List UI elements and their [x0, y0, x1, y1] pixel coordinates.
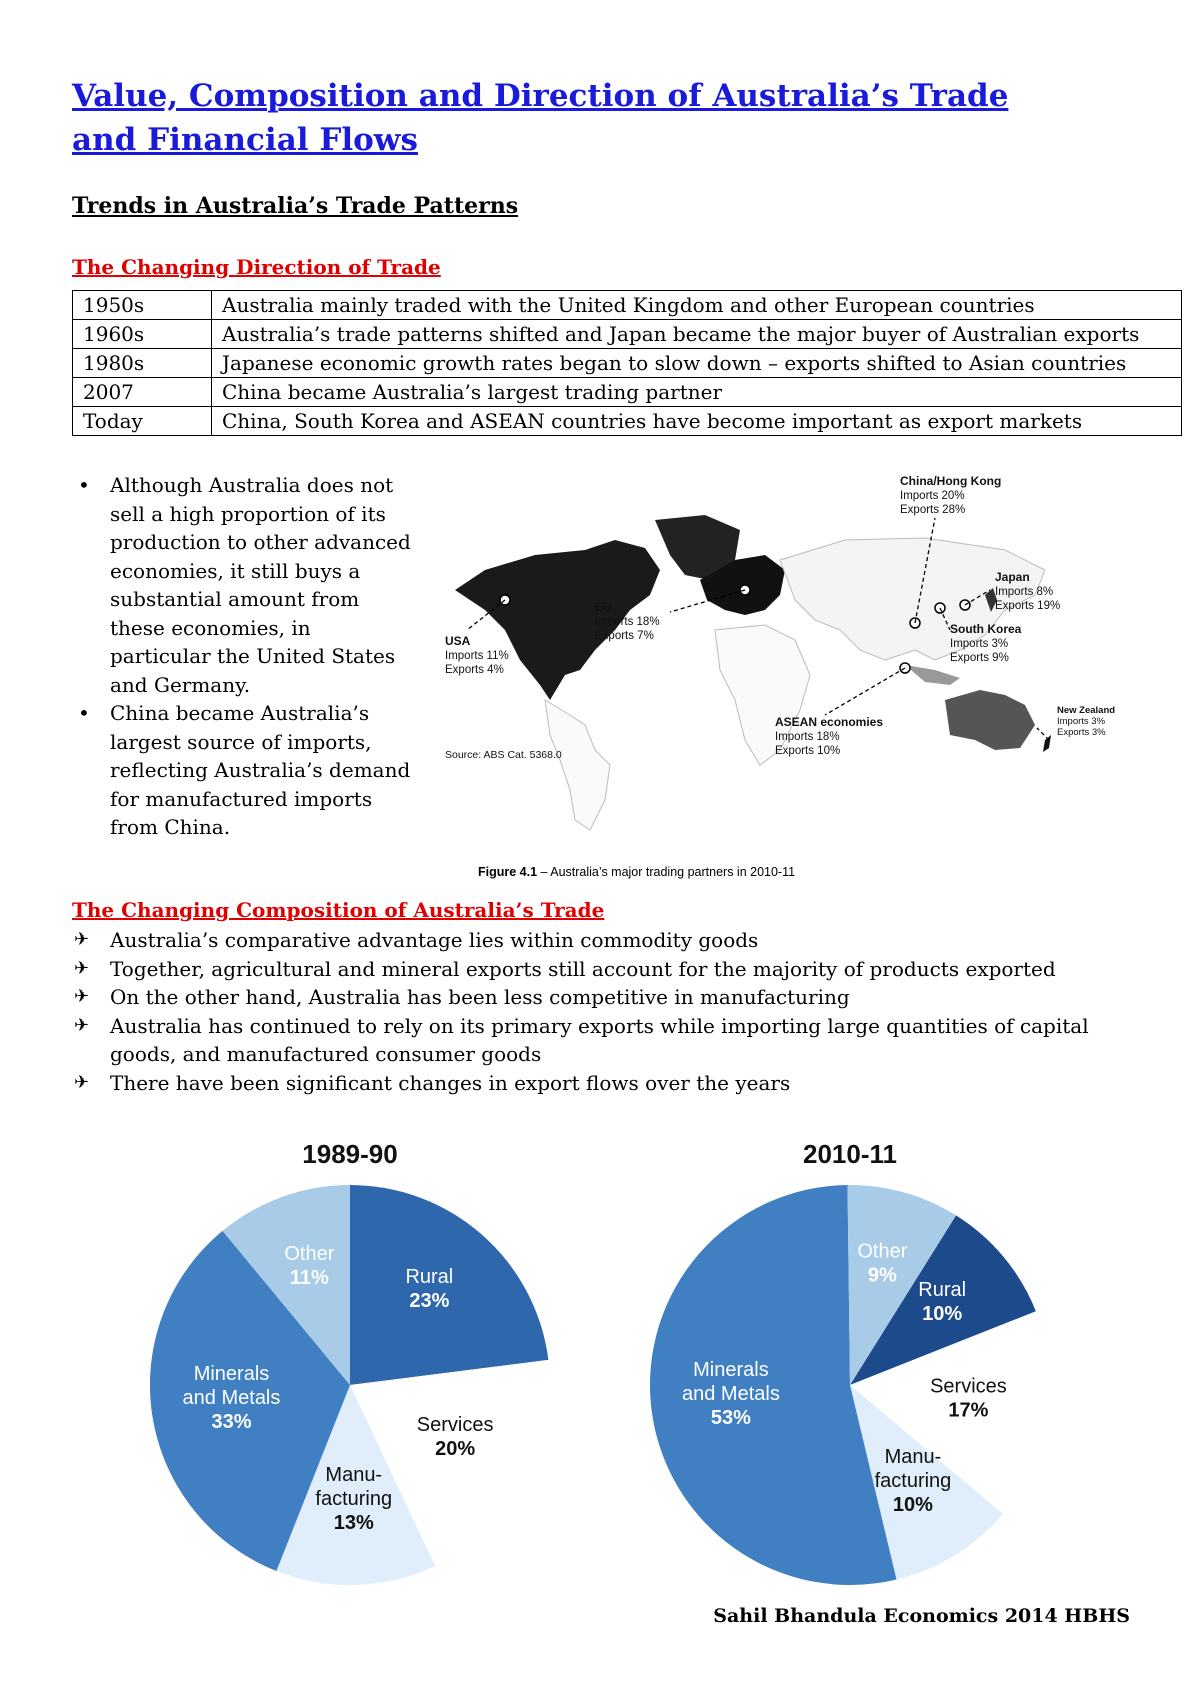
- description-cell: Australia mainly traded with the United Kingdom and other European countries: [212, 291, 1182, 320]
- south-america-shape: [545, 700, 610, 830]
- chart-2010-label-other: Other 9%: [857, 1240, 908, 1287]
- period-cell: Today: [73, 407, 212, 436]
- description-cell: China became Australia’s largest trading partner: [212, 378, 1182, 407]
- description-cell: Australia’s trade patterns shifted and Japan became the major buyer of Australian exports: [212, 320, 1182, 349]
- period-cell: 1980s: [73, 349, 212, 378]
- airplane-icon: ✈: [74, 986, 90, 1007]
- chart-1989-label-manu-facturing: Manu-facturing 13%: [315, 1463, 393, 1534]
- table-row: [73, 407, 1182, 436]
- chart-1989-label-rural: Rural 23%: [405, 1265, 454, 1312]
- period-cell: 1950s: [73, 291, 212, 320]
- china-label: China/Hong Kong Imports 20% Exports 28%: [900, 474, 1002, 516]
- nz-leader-line: [1037, 728, 1049, 740]
- asean-label: ASEAN economies Imports 18% Exports 10%: [775, 715, 884, 757]
- map-source: Source: ABS Cat. 5368.0: [445, 749, 562, 761]
- direction-heading: The Changing Direction of Trade: [72, 255, 441, 279]
- description-cell: Japanese economic growth rates began to slow down – exports shifted to Asian countries: [212, 349, 1182, 378]
- export-composition-charts: [120, 1135, 1080, 1595]
- australia-shape: [945, 690, 1035, 750]
- chart-1989-label-services: Services 20%: [416, 1413, 494, 1460]
- usa-label: USA Imports 11% Exports 4%: [445, 634, 509, 676]
- new-zealand-label: New Zealand Imports 3% Exports 3%: [1057, 705, 1116, 738]
- chart-1989-title: 1989-90: [302, 1139, 398, 1169]
- chart-1989-label-other: Other 11%: [284, 1243, 335, 1290]
- chart-1989-label-minerals-and-metals: Minerals and Metals 33%: [182, 1362, 281, 1433]
- trading-partners-map: [445, 474, 1165, 840]
- list-item: ✈ Australia has continued to rely on its primary exports while importing large quantities of capital goods, and manufactured consumer goods: [74, 1013, 1089, 1066]
- composition-list: [72, 926, 1152, 1097]
- list-item: ✈ There have been significant changes in export flows over the years: [72, 1069, 1152, 1098]
- footer-credit: Sahil Bhandula Economics 2014 HBHS: [713, 1605, 1130, 1627]
- chart-2010-title: 2010-11: [803, 1139, 897, 1169]
- map-caption: Figure 4.1 – Australia’s major trading partners in 2010-11: [478, 865, 796, 879]
- chart-2010-label-minerals-and-metals: Minerals and Metals 53%: [681, 1358, 780, 1429]
- table-row: [73, 320, 1182, 349]
- trends-heading: Trends in Australia’s Trade Patterns: [72, 193, 519, 219]
- table-row: [73, 378, 1182, 407]
- airplane-icon: ✈: [74, 1071, 90, 1093]
- airplane-icon: ✈: [74, 1014, 90, 1036]
- list-item: ✈ Australia’s comparative advantage lies within commodity goods: [72, 926, 1152, 955]
- chart-2010-pie: [650, 1139, 1050, 1585]
- list-item: ✈ Together, agricultural and mineral exports still account for the majority of products exported: [72, 955, 1152, 984]
- asean-leader-line: [825, 668, 905, 715]
- table-row: [73, 349, 1182, 378]
- chart-2010-label-rural: Rural 10%: [918, 1279, 967, 1326]
- document-title: Value, Composition and Direction of Australia’s Trade and Financial Flows: [72, 78, 1009, 158]
- direction-table: [72, 290, 1182, 436]
- description-cell: China, South Korea and ASEAN countries have become important as export markets: [212, 407, 1182, 436]
- table-row: [73, 291, 1182, 320]
- japan-label: Japan Imports 8% Exports 19%: [995, 570, 1061, 612]
- period-cell: 1960s: [73, 320, 212, 349]
- list-item: • Although Australia does not sell a high proportion of its production to other advanced economies, it still buys a substantial amount from these economies, in particular the United States and Germany.: [72, 471, 412, 699]
- trade-bullets: [72, 471, 412, 842]
- list-item: • China became Australia’s largest source of imports, reflecting Australia’s demand for manufactured imports from China.: [72, 699, 412, 842]
- south-korea-label: South Korea Imports 3% Exports 9%: [950, 622, 1022, 664]
- eu-label: EU Imports 18% Exports 7%: [595, 600, 660, 642]
- world-map-graphic: [445, 500, 1165, 840]
- asean-shape: [905, 665, 960, 685]
- period-cell: 2007: [73, 378, 212, 407]
- pie-charts-svg: [120, 1135, 1080, 1595]
- chart-1989-pie: [150, 1139, 550, 1585]
- airplane-icon: ✈: [74, 929, 90, 950]
- composition-heading: The Changing Composition of Australia’s Trade: [72, 898, 605, 922]
- chart-2010-label-manu-facturing: Manu-facturing 10%: [874, 1446, 952, 1517]
- list-item: ✈ On the other hand, Australia has been less competitive in manufacturing: [72, 983, 1152, 1012]
- chart-2010-label-services: Services 17%: [930, 1375, 1007, 1422]
- airplane-icon: ✈: [74, 957, 90, 979]
